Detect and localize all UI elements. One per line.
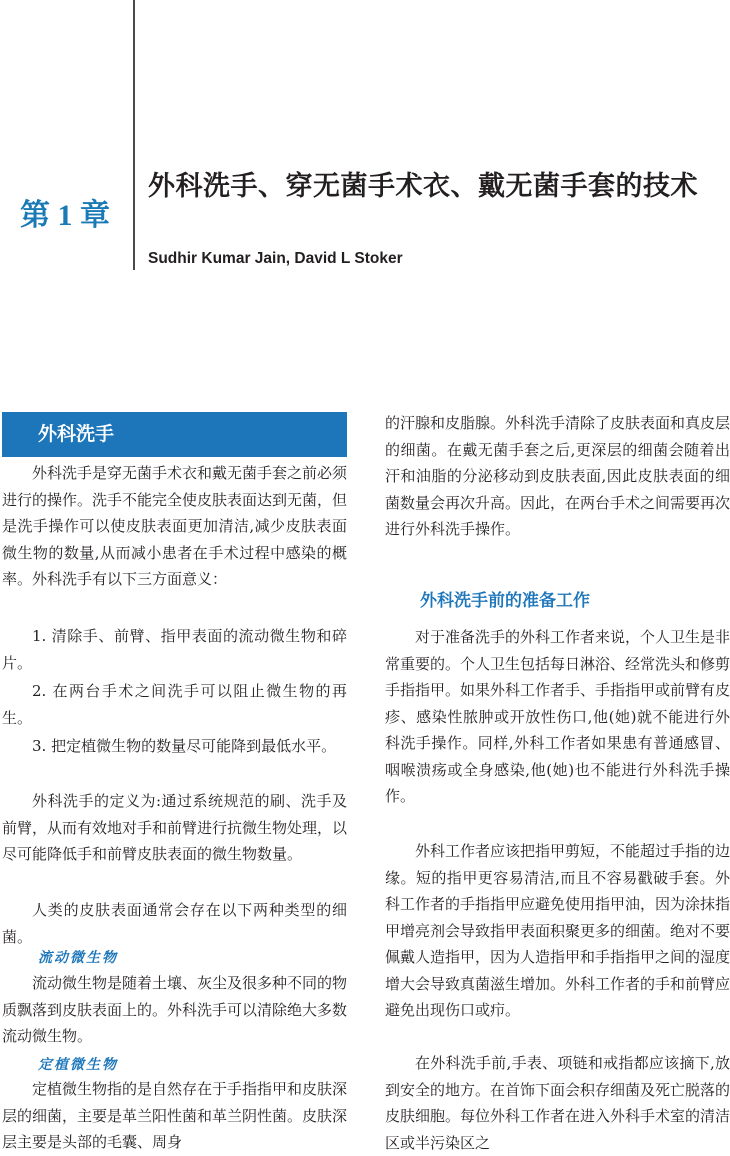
right-paragraph-3: 外科工作者应该把指甲剪短，不能超过手指的边缘。短的指甲更容易清洁,而且不容易戳破手套。外科工作者的手指指甲应避免使用指甲油，因为涂抹指甲增亮剂会导致指甲表面积聚更多的细菌。绝对不要佩戴人造指甲，因为人造指甲和手指指甲之间的湿度增大会导致真菌滋生增加。外科工作者的手和前臂应避免出现伤口或疖。 <box>385 842 730 1019</box>
chapter-authors: Sudhir Kumar Jain, David L Stoker <box>148 250 403 267</box>
section-heading: 外科洗手 <box>38 423 115 445</box>
left-paragraph-2: 外科洗手的定义为:通过系统规范的刷、洗手及前臂，从而有效地对手和前臂进行抗微生物处理，以尽可能降低手和前臂皮肤表面的微生物数量。 <box>2 792 348 863</box>
chapter-divider <box>133 0 135 270</box>
right-paragraph-1: 的汗腺和皮脂腺。外科洗手清除了皮肤表面和真皮层的细菌。在戴无菌手套之后,更深层的细菌会随着出汗和油脂的分泌移动到皮肤表面,因此皮肤表面的细菌数量会再次升高。因此，在两台手术之间需要再次进行外科洗手操作。 <box>385 414 730 538</box>
subheading: 外科洗手前的准备工作 <box>420 591 590 611</box>
right-paragraph-2: 对于准备洗手的外科工作者来说，个人卫生是非常重要的。个人卫生包括每日淋浴、经常洗头和修剪手指指甲。如果外科工作者手、手指指甲或前臂有皮疹、感染性脓肿或开放性伤口,他(她)就不能进行外科洗手操作。同样,外科工作者如果患有普通感冒、咽喉溃疡或全身感染,他(她)也不能进行外科洗手操作。 <box>385 628 730 805</box>
left-paragraph-3: 人类的皮肤表面通常会存在以下两种类型的细菌。 <box>2 901 347 946</box>
right-paragraph-4: 在外科洗手前,手表、项链和戒指都应该摘下,放到安全的地方。在首饰下面会积存细菌及死亡脱落的皮肤细胞。每位外科工作者在进入外科手术室的清洁区或半污染区之 <box>385 1054 730 1152</box>
left-list-item-3: 3. 把定植微生物的数量尽可能降到最低水平。 <box>32 737 337 755</box>
chapter-title: 外科洗手、穿无菌手术衣、戴无菌手套的技术 <box>148 171 698 202</box>
chapter-label: 第 1 章 <box>20 199 110 232</box>
left-paragraph-1: 外科洗手是穿无菌手术衣和戴无菌手套之前必须进行的操作。洗手不能完全使皮肤表面达到无菌，但是洗手操作可以使皮肤表面更加清洁,减少皮肤表面微生物的数量,从而减小患者在手术过程中感染的概率。外科洗手有以下三方面意义： <box>2 464 348 588</box>
subsection-resident: 定植微生物 <box>38 1057 118 1073</box>
left-list-item-2: 2. 在两台手术之间洗手可以阻止微生物的再生。 <box>2 682 347 727</box>
section-banner <box>2 412 347 457</box>
left-paragraph-4: 流动微生物是随着土壤、灰尘及很多种不同的物质飘落到皮肤表面上的。外科洗手可以清除绝大多数流动微生物。 <box>2 974 348 1045</box>
left-paragraph-5: 定植微生物指的是自然存在于手指指甲和皮肤深层的细菌，主要是革兰阳性菌和革兰阴性菌。皮肤深层主要是头部的毛囊、周身 <box>2 1080 348 1151</box>
left-list-item-1: 1. 清除手、前臂、指甲表面的流动微生物和碎片。 <box>2 627 347 672</box>
subsection-transient: 流动微生物 <box>38 950 118 966</box>
